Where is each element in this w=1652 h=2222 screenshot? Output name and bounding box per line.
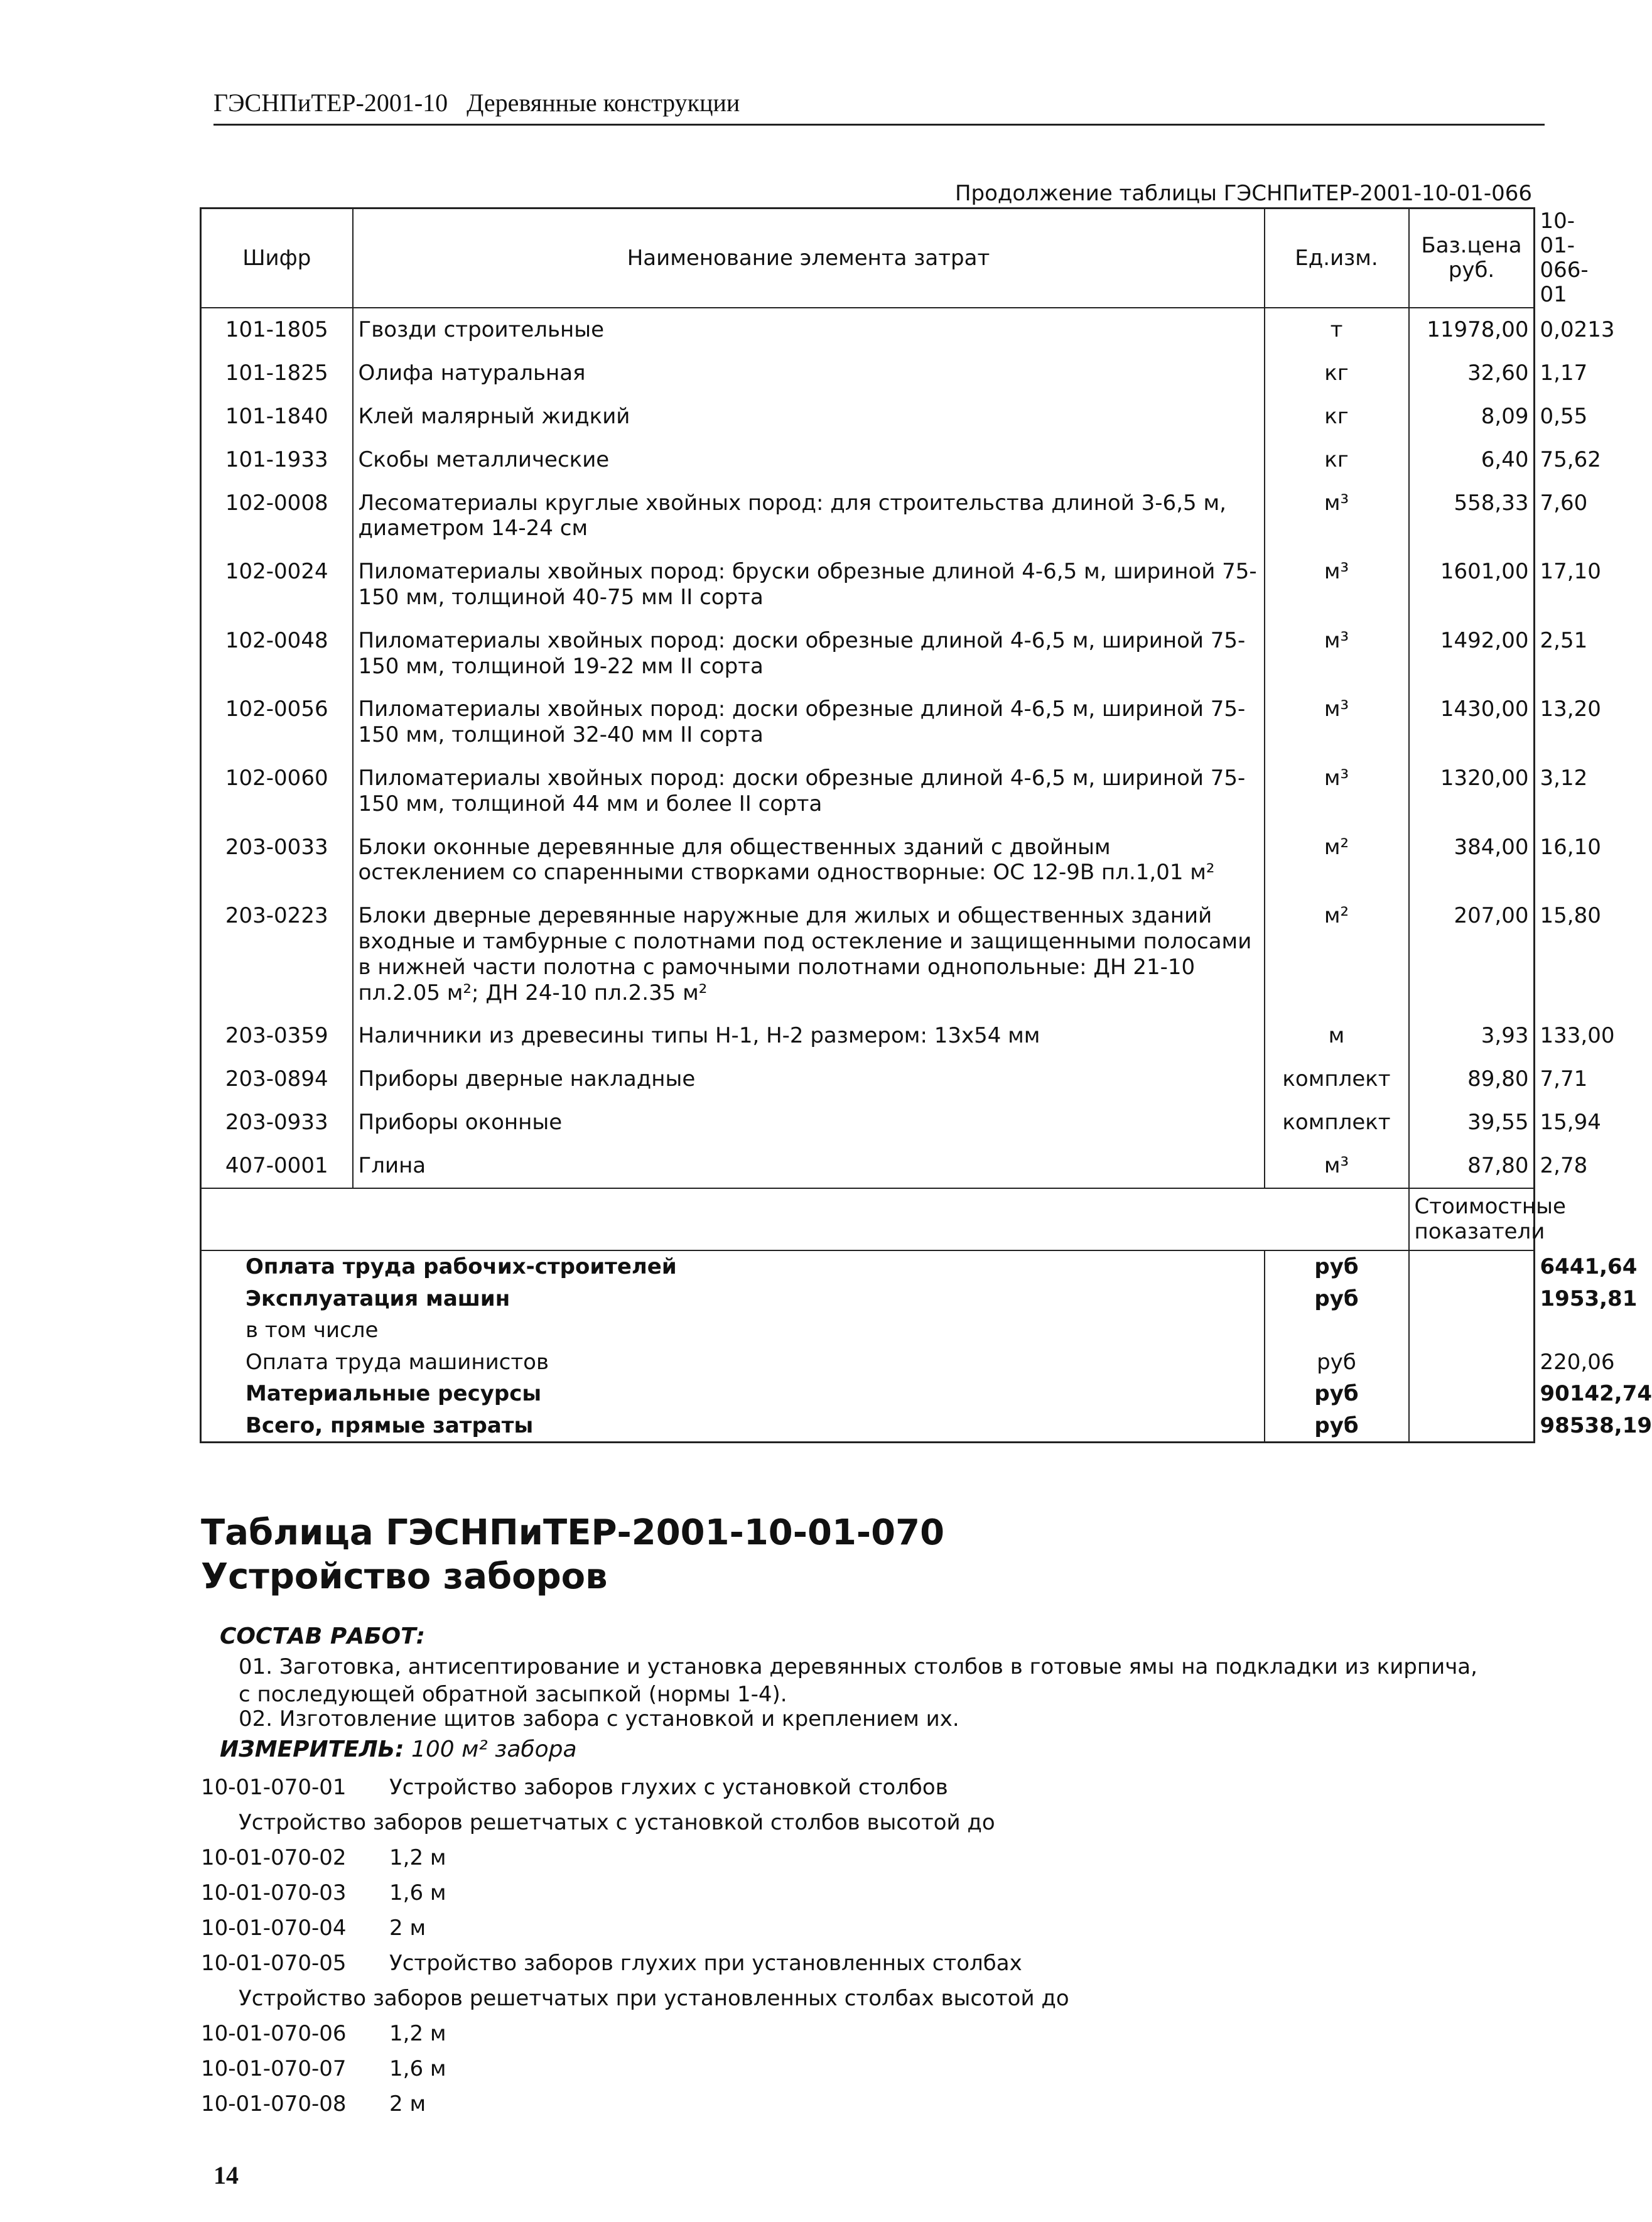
table-row: 203-0033 Блоки оконные деревянные для общественных зданий с двойным остеклением со спаренными створками одностворные: ОС 12-9В пл.1,01 м² м² 384,00 16,10 bbox=[201, 826, 1535, 895]
row-price: 11978,00 bbox=[1409, 308, 1535, 352]
norm-desc: 1,6 м bbox=[389, 2056, 446, 2081]
row-unit: комплект bbox=[1265, 1101, 1409, 1144]
resources-table bbox=[200, 207, 1652, 1443]
running-header-code: ГЭСНПиТЕР-2001-10 bbox=[213, 89, 448, 117]
norm-code: 10-01-070-05 bbox=[201, 1951, 347, 1976]
norm-desc: 1,2 м bbox=[389, 2021, 446, 2046]
row-price: 8,09 bbox=[1409, 395, 1535, 438]
summary-unit: руб bbox=[1265, 1410, 1409, 1443]
running-header bbox=[213, 88, 1545, 126]
summary-label: Эксплуатация машин bbox=[201, 1283, 1265, 1315]
row-name: Блоки оконные деревянные для общественных зданий с двойным остеклением со спаренными створками одностворные: ОС 12-9В пл.1,01 м² bbox=[353, 826, 1265, 895]
norm-item bbox=[201, 1875, 1520, 1910]
table-row: 203-0359 Наличники из древесины типы Н-1, Н-2 размером: 13х54 мм м 3,93 133,00 bbox=[201, 1014, 1535, 1058]
norm-code-list bbox=[201, 1770, 1520, 2122]
row-price: 1492,00 bbox=[1409, 619, 1535, 688]
meter-value: 100 м² забора bbox=[411, 1737, 577, 1762]
row-code: 101-1933 bbox=[201, 438, 353, 482]
row-unit: м bbox=[1265, 1014, 1409, 1058]
norm-item bbox=[201, 1946, 1520, 1981]
table-row: 203-0223 Блоки дверные деревянные наружные для жилых и общественных зданий входные и тамбурные с полотнами под остекление и защищенными полосами в нижней части полотна с рамочными полотнами однопольные: ДН 21-10 пл.2.05 м²; ДН 24-10 пл.2.35 м² м² 207,00 15,80 bbox=[201, 894, 1535, 1014]
row-price: 1430,00 bbox=[1409, 688, 1535, 757]
row-price: 89,80 bbox=[1409, 1058, 1535, 1101]
norm-item bbox=[201, 1910, 1520, 1946]
header-code: Шифр bbox=[201, 209, 353, 308]
row-code: 102-0024 bbox=[201, 550, 353, 619]
norm-item bbox=[201, 1981, 1520, 2016]
summary-unit: руб bbox=[1265, 1250, 1409, 1283]
table-row: 102-0056 Пиломатериалы хвойных пород: доски обрезные длиной 4-6,5 м, шириной 75-150 мм, толщиной 32-40 мм II сорта м³ 1430,00 13,20 bbox=[201, 688, 1535, 757]
row-name: Скобы металлические bbox=[353, 438, 1265, 482]
table-continuation-caption: Продолжение таблицы ГЭСНПиТЕР-2001-10-01-066 bbox=[954, 181, 1532, 206]
summary-blank bbox=[1409, 1314, 1535, 1347]
norm-desc: Устройство заборов глухих с установкой столбов bbox=[389, 1775, 948, 1800]
header-price: Баз.цена руб. bbox=[1409, 209, 1535, 308]
row-code: 101-1840 bbox=[201, 395, 353, 438]
row-name: Олифа натуральная bbox=[353, 352, 1265, 395]
norm-code: 10-01-070-06 bbox=[201, 2021, 347, 2046]
row-code: 101-1825 bbox=[201, 352, 353, 395]
works-heading: СОСТАВ РАБОТ: bbox=[220, 1623, 426, 1649]
row-code: 203-0223 bbox=[201, 894, 353, 1014]
row-name: Пиломатериалы хвойных пород: доски обрезные длиной 4-6,5 м, шириной 75-150 мм, толщиной 44 мм и более II сорта bbox=[353, 757, 1265, 826]
summary-blank bbox=[1409, 1410, 1535, 1443]
table-row: 203-0894 Приборы дверные накладные комплект 89,80 7,71 bbox=[201, 1058, 1535, 1101]
row-price: 1320,00 bbox=[1409, 757, 1535, 826]
table-header-row: Шифр Наименование элемента затрат Ед.изм. Баз.цена руб. 10-01-066-01 bbox=[201, 209, 1535, 308]
row-code: 102-0056 bbox=[201, 688, 353, 757]
row-code: 203-0033 bbox=[201, 826, 353, 895]
row-unit: м² bbox=[1265, 894, 1409, 1014]
norm-code: 10-01-070-01 bbox=[201, 1775, 347, 1800]
work-item-1: 01. Заготовка, антисептирование и установка деревянных столбов в готовые ямы на подкладки из кирпича, с последующей обратной засыпкой (нормы 1-4). bbox=[239, 1654, 1477, 1708]
page-number: 14 bbox=[213, 2161, 239, 2189]
row-unit: кг bbox=[1265, 438, 1409, 482]
row-name: Лесоматериалы круглые хвойных пород: для строительства длиной 3-6,5 м, диаметром 14-24 см bbox=[353, 482, 1265, 551]
norm-desc: 1,2 м bbox=[389, 1845, 446, 1870]
row-price: 384,00 bbox=[1409, 826, 1535, 895]
row-unit: т bbox=[1265, 308, 1409, 352]
norm-code: 10-01-070-04 bbox=[201, 1916, 347, 1941]
summary-blank bbox=[1409, 1250, 1535, 1283]
summary-blank bbox=[1409, 1347, 1535, 1379]
summary-label: Всего, прямые затраты bbox=[201, 1410, 1265, 1443]
row-price: 3,93 bbox=[1409, 1014, 1535, 1058]
norm-desc: Устройство заборов решетчатых при установленных столбах высотой до bbox=[239, 1986, 1069, 2011]
summary-row: Эксплуатация машин руб 1953,81 bbox=[201, 1283, 1535, 1315]
table-row: 102-0024 Пиломатериалы хвойных пород: бруски обрезные длиной 4-6,5 м, шириной 75-150 мм, толщиной 40-75 мм II сорта м³ 1601,00 17,10 bbox=[201, 550, 1535, 619]
norm-desc: Устройство заборов решетчатых с установкой столбов высотой до bbox=[239, 1810, 995, 1835]
summary-blank bbox=[1409, 1283, 1535, 1315]
row-unit: кг bbox=[1265, 352, 1409, 395]
row-unit: м² bbox=[1265, 826, 1409, 895]
summary-blank bbox=[1409, 1378, 1535, 1410]
table-row: 101-1933 Скобы металлические кг 6,40 75,62 bbox=[201, 438, 1535, 482]
norm-code: 10-01-070-07 bbox=[201, 2056, 347, 2081]
cost-section-row bbox=[201, 1188, 1535, 1251]
table-row: 101-1805 Гвозди строительные т 11978,00 0,0213 bbox=[201, 308, 1535, 352]
summary-row: Оплата труда машинистов руб 220,06 bbox=[201, 1347, 1535, 1379]
row-unit: кг bbox=[1265, 395, 1409, 438]
section-title: Таблица ГЭСНПиТЕР-2001-10-01-070 bbox=[201, 1512, 945, 1553]
norm-item bbox=[201, 2051, 1520, 2086]
section-subtitle: Устройство заборов bbox=[201, 1556, 608, 1597]
row-unit: м³ bbox=[1265, 550, 1409, 619]
norm-desc: Устройство заборов глухих при установленных столбах bbox=[389, 1951, 1022, 1976]
row-name: Глина bbox=[353, 1144, 1265, 1188]
row-unit: м³ bbox=[1265, 482, 1409, 551]
work-item-2: 02. Изготовление щитов забора с установкой и креплением их. bbox=[239, 1706, 959, 1732]
norm-code: 10-01-070-03 bbox=[201, 1880, 347, 1905]
row-name: Клей малярный жидкий bbox=[353, 395, 1265, 438]
row-name: Гвозди строительные bbox=[353, 308, 1265, 352]
row-price: 6,40 bbox=[1409, 438, 1535, 482]
table-row: 101-1825 Олифа натуральная кг 32,60 1,17 bbox=[201, 352, 1535, 395]
row-code: 203-0359 bbox=[201, 1014, 353, 1058]
norm-desc: 2 м bbox=[389, 2091, 426, 2116]
norm-item bbox=[201, 2086, 1520, 2122]
table-row: 102-0008 Лесоматериалы круглые хвойных пород: для строительства длиной 3-6,5 м, диаметром 14-24 см м³ 558,33 7,60 bbox=[201, 482, 1535, 551]
cost-section-label: Стоимостные показатели bbox=[1409, 1188, 1535, 1251]
norm-desc: 2 м bbox=[389, 1916, 426, 1941]
table-row: 101-1840 Клей малярный жидкий кг 8,09 0,55 bbox=[201, 395, 1535, 438]
summary-row: Оплата труда рабочих-строителей руб 6441,64 bbox=[201, 1250, 1535, 1283]
header-name: Наименование элемента затрат bbox=[353, 209, 1265, 308]
row-name: Пиломатериалы хвойных пород: доски обрезные длиной 4-6,5 м, шириной 75-150 мм, толщиной 32-40 мм II сорта bbox=[353, 688, 1265, 757]
row-name: Пиломатериалы хвойных пород: бруски обрезные длиной 4-6,5 м, шириной 75-150 мм, толщиной 40-75 мм II сорта bbox=[353, 550, 1265, 619]
summary-row: Всего, прямые затраты руб 98538,19 bbox=[201, 1410, 1535, 1443]
norm-desc: 1,6 м bbox=[389, 1880, 446, 1905]
row-price: 87,80 bbox=[1409, 1144, 1535, 1188]
table-row: 203-0933 Приборы оконные комплект 39,55 15,94 bbox=[201, 1101, 1535, 1144]
summary-label: Оплата труда машинистов bbox=[201, 1347, 1265, 1379]
row-price: 558,33 bbox=[1409, 482, 1535, 551]
table-row: 102-0060 Пиломатериалы хвойных пород: доски обрезные длиной 4-6,5 м, шириной 75-150 мм, толщиной 44 мм и более II сорта м³ 1320,00 3,12 bbox=[201, 757, 1535, 826]
table-row: 102-0048 Пиломатериалы хвойных пород: доски обрезные длиной 4-6,5 м, шириной 75-150 мм, толщиной 19-22 мм II сорта м³ 1492,00 2,51 bbox=[201, 619, 1535, 688]
summary-label: Материальные ресурсы bbox=[201, 1378, 1265, 1410]
summary-unit bbox=[1265, 1314, 1409, 1347]
table-body bbox=[201, 308, 1615, 1188]
row-code: 407-0001 bbox=[201, 1144, 353, 1188]
row-code: 101-1805 bbox=[201, 308, 353, 352]
summary-row bbox=[201, 1314, 1535, 1347]
row-unit: комплект bbox=[1265, 1058, 1409, 1101]
norm-item bbox=[201, 2016, 1520, 2051]
row-price: 207,00 bbox=[1409, 894, 1535, 1014]
summary-label: Оплата труда рабочих-строителей bbox=[201, 1250, 1265, 1283]
row-price: 1601,00 bbox=[1409, 550, 1535, 619]
meter-line bbox=[220, 1737, 577, 1762]
row-name: Пиломатериалы хвойных пород: доски обрезные длиной 4-6,5 м, шириной 75-150 мм, толщиной 19-22 мм II сорта bbox=[353, 619, 1265, 688]
running-header-title: Деревянные конструкции bbox=[467, 89, 740, 117]
row-code: 102-0008 bbox=[201, 482, 353, 551]
row-code: 102-0060 bbox=[201, 757, 353, 826]
row-price: 39,55 bbox=[1409, 1101, 1535, 1144]
row-code: 102-0048 bbox=[201, 619, 353, 688]
meter-label: ИЗМЕРИТЕЛЬ: bbox=[220, 1737, 404, 1762]
row-code: 203-0933 bbox=[201, 1101, 353, 1144]
summary-unit: руб bbox=[1265, 1378, 1409, 1410]
row-name: Приборы дверные накладные bbox=[353, 1058, 1265, 1101]
summary-label: в том числе bbox=[201, 1314, 1265, 1347]
row-code: 203-0894 bbox=[201, 1058, 353, 1101]
summary-unit: руб bbox=[1265, 1347, 1409, 1379]
summary-row: Материальные ресурсы руб 90142,74 bbox=[201, 1378, 1535, 1410]
norm-item bbox=[201, 1805, 1520, 1840]
table-row: 407-0001 Глина м³ 87,80 2,78 bbox=[201, 1144, 1535, 1188]
row-unit: м³ bbox=[1265, 757, 1409, 826]
norm-item bbox=[201, 1770, 1520, 1805]
norm-code: 10-01-070-02 bbox=[201, 1845, 347, 1870]
summary-body bbox=[201, 1188, 1652, 1443]
norm-code: 10-01-070-08 bbox=[201, 2091, 347, 2116]
row-name: Приборы оконные bbox=[353, 1101, 1265, 1144]
header-unit: Ед.изм. bbox=[1265, 209, 1409, 308]
row-unit: м³ bbox=[1265, 619, 1409, 688]
row-price: 32,60 bbox=[1409, 352, 1535, 395]
row-unit: м³ bbox=[1265, 1144, 1409, 1188]
row-name: Блоки дверные деревянные наружные для жилых и общественных зданий входные и тамбурные с полотнами под остекление и защищенными полосами в нижней части полотна с рамочными полотнами однопольные: ДН 21-10 пл.2.05 м²; ДН 24-10 пл.2.35 м² bbox=[353, 894, 1265, 1014]
row-unit: м³ bbox=[1265, 688, 1409, 757]
norm-item bbox=[201, 1840, 1520, 1875]
row-name: Наличники из древесины типы Н-1, Н-2 размером: 13х54 мм bbox=[353, 1014, 1265, 1058]
summary-unit: руб bbox=[1265, 1283, 1409, 1315]
